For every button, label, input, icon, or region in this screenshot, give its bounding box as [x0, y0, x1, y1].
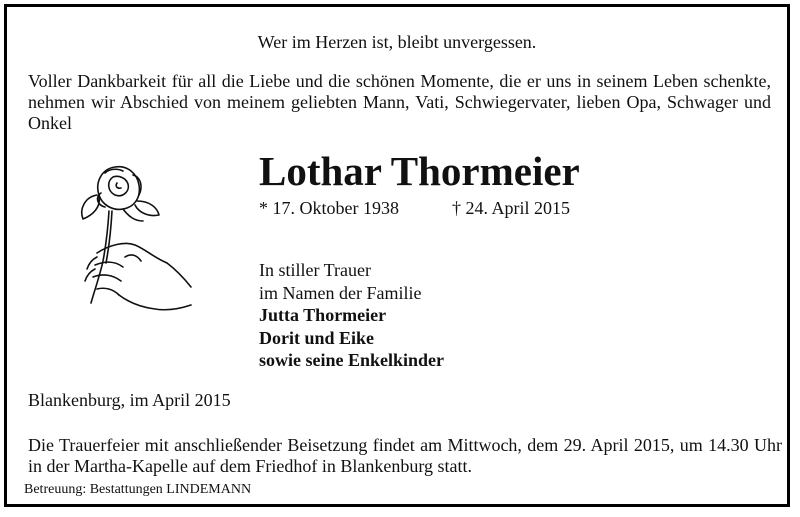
death-date: † 24. April 2015	[452, 198, 571, 218]
place-date: Blankenburg, im April 2015	[28, 390, 231, 410]
family-line: im Namen der Familie	[259, 282, 422, 303]
mourner-name: Jutta Thormeier	[259, 305, 387, 325]
intro-text: Voller Dankbarkeit für all die Liebe und die schönen Momente, die er uns in seinem Leben schenkte, nehmen wir Abschied von meinem geliebten Mann, Vati, Schwiegervater, lieben Opa, Schwager und Onkel	[28, 71, 771, 133]
funeral-service-text: Die Trauerfeier mit anschließender Beisetzung findet am Mittwoch, dem 29. April 2015, um 14.30 Uhr in der Martha-Kapelle auf dem Friedhof in Blankenburg statt.	[28, 435, 782, 476]
mourners-block	[259, 259, 444, 372]
undertaker-credit: Betreuung: Bestattungen LINDEMANN	[24, 482, 252, 497]
deceased-name: Lothar Thormeier	[259, 148, 580, 194]
obituary-notice	[4, 4, 790, 507]
mourner-name: sowie seine Enkelkinder	[259, 350, 445, 370]
mourning-line: In stiller Trauer	[259, 260, 371, 280]
hand-holding-rose-icon	[75, 157, 197, 317]
mourner-name: Dorit und Eike	[259, 327, 375, 348]
motto: Wer im Herzen ist, bleibt unvergessen.	[257, 32, 537, 52]
birth-date: * 17. Oktober 1938	[259, 198, 399, 218]
